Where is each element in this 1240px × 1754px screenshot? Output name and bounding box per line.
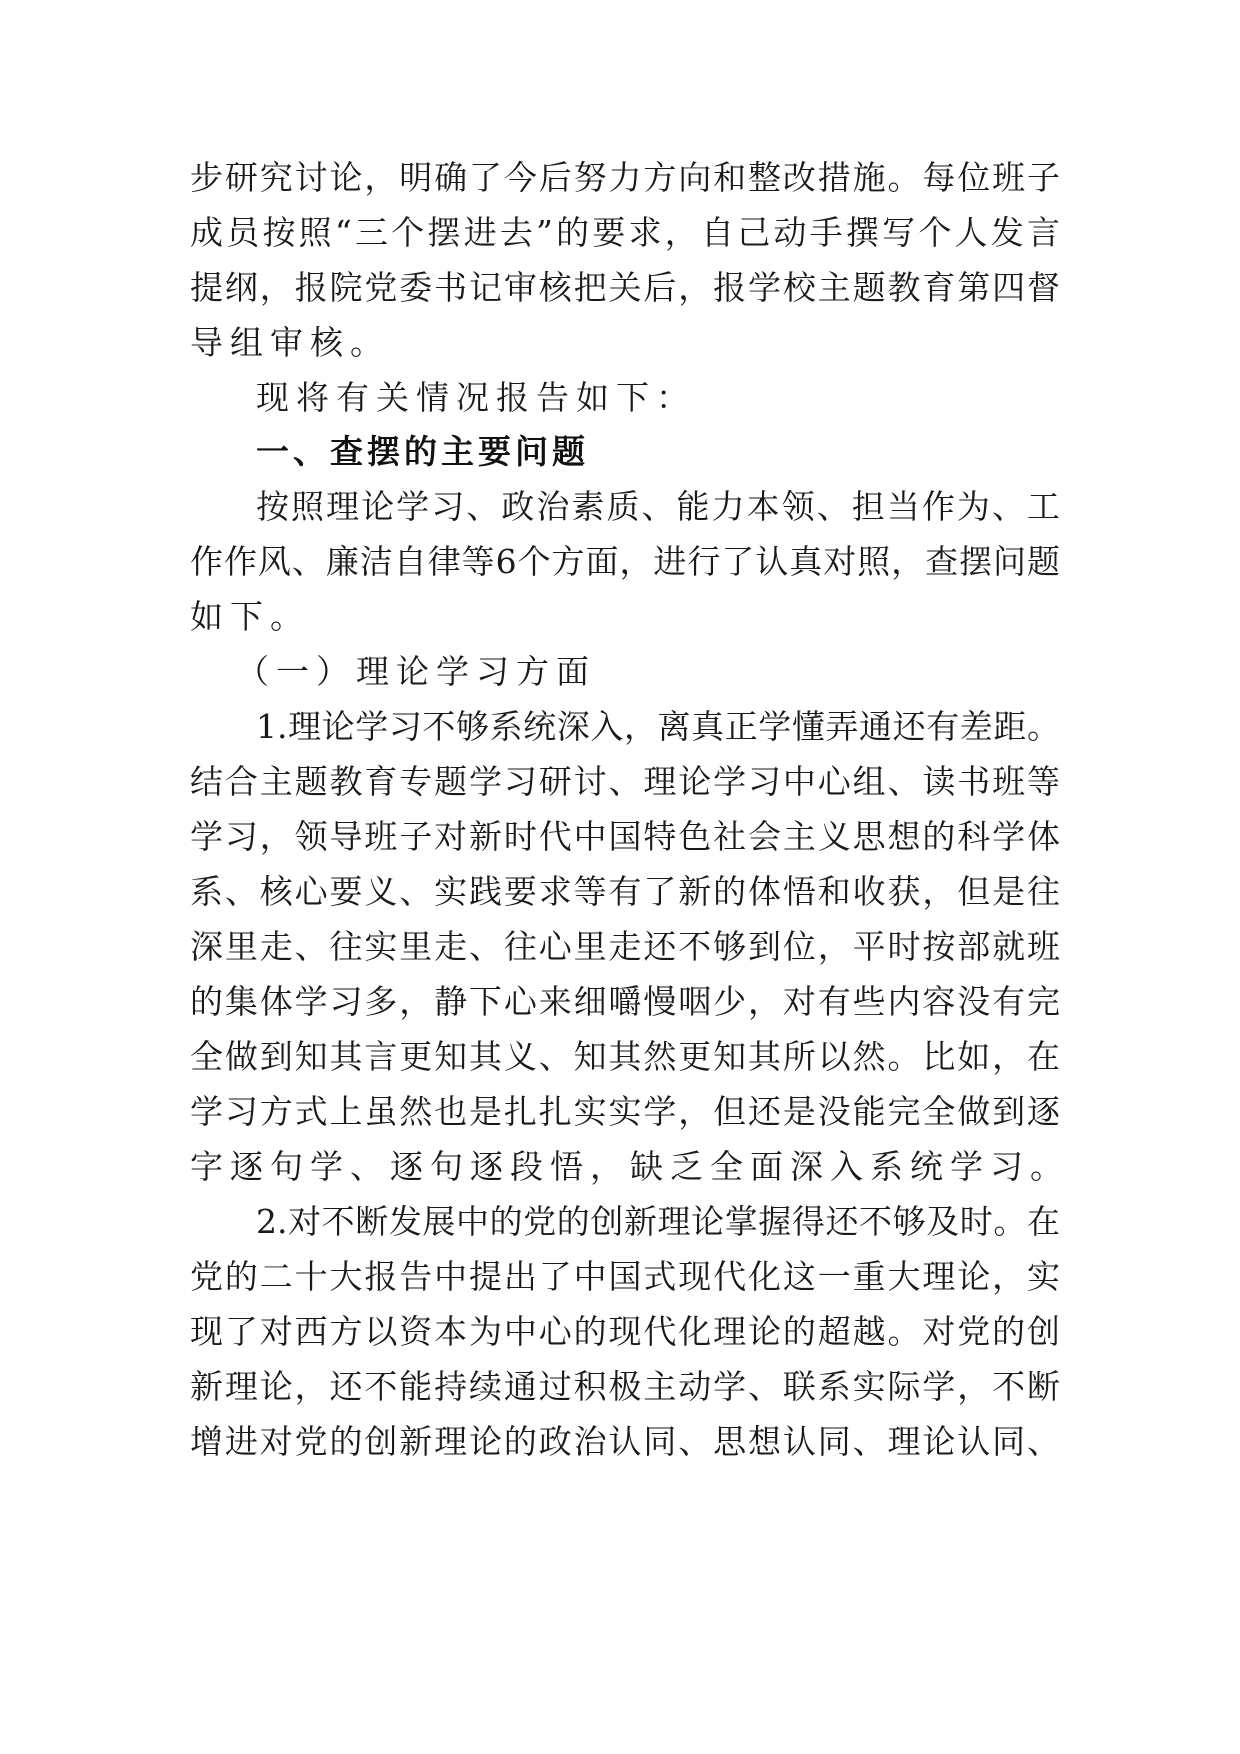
paragraph-line: 1.理论学习不够系统深入，离真正学懂弄通还有差距。 (256, 707, 1060, 746)
paragraph-line: 深里走、往实里走、往心里走还不够到位，平时按部就班 (190, 927, 1060, 966)
subsection-heading: （一）理论学习方面 (236, 652, 596, 691)
paragraph-line: 按照理论学习、政治素质、能力本领、担当作为、工 (256, 487, 1060, 526)
paragraph-line: 作作风、廉洁自律等6个方面，进行了认真对照，查摆问题 (190, 542, 1060, 581)
paragraph-line: 导组审核。 (190, 323, 390, 362)
paragraph-line: 增进对党的创新理论的政治认同、思想认同、理论认同、 (190, 1422, 1060, 1461)
paragraph-line: 现了对西方以资本为中心的现代化理论的超越。对党的创 (190, 1312, 1060, 1351)
paragraph-line: 学习方式上虽然也是扎扎实实学，但还是没能完全做到逐 (190, 1092, 1060, 1131)
paragraph-line: 成员按照“三个摆进去”的要求，自己动手撰写个人发言 (190, 213, 1060, 252)
paragraph-line: 全做到知其言更知其义、知其然更知其所以然。比如，在 (190, 1037, 1060, 1076)
paragraph-line: 如下。 (190, 597, 310, 636)
paragraph-line: 现将有关情况报告如下： (256, 378, 696, 417)
paragraph-line: 党的二十大报告中提出了中国式现代化这一重大理论，实 (190, 1257, 1060, 1296)
paragraph-line: 学习，领导班子对新时代中国特色社会主义思想的科学体 (190, 817, 1060, 856)
paragraph-line: 2.对不断发展中的党的创新理论掌握得还不够及时。在 (256, 1202, 1060, 1241)
section-heading: 一、查摆的主要问题 (256, 432, 589, 471)
paragraph-line: 系、核心要义、实践要求等有了新的体悟和收获，但是往 (190, 872, 1060, 911)
paragraph-line: 的集体学习多，静下心来细嚼慢咽少，对有些内容没有完 (190, 982, 1060, 1021)
paragraph-line: 新理论，还不能持续通过积极主动学、联系实际学，不断 (190, 1367, 1060, 1406)
paragraph-line: 字逐句学、逐句逐段悟，缺乏全面深入系统学习。 (190, 1147, 1070, 1186)
paragraph-line: 结合主题教育专题学习研讨、理论学习中心组、读书班等 (190, 762, 1060, 801)
paragraph-line: 提纲，报院党委书记审核把关后，报学校主题教育第四督 (190, 268, 1060, 307)
paragraph-line: 步研究讨论，明确了今后努力方向和整改措施。每位班子 (190, 158, 1060, 197)
